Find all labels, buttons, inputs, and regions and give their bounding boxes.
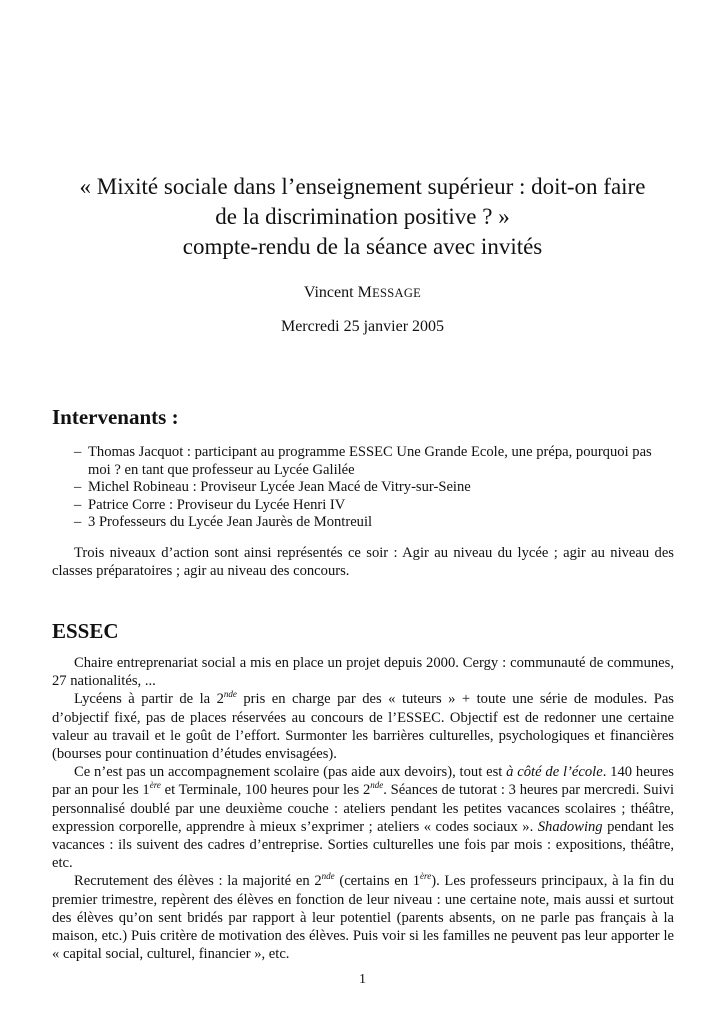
author-first-name: Vincent <box>303 284 354 301</box>
essec-paragraph-4: Recrutement des élèves : la majorité en 2nde (certains en 1ère). Les professeurs principaux, à la fin du premier trimestre, repèrent des élèves en fonction de leur niveau : une certaine note, mais aussi et surtout des élèves qu’on sent bridés par rapport à leur potentiel (parents absents, on ne parle pas français à la maison, etc.) Puis critère de motivation des élèves. Puis voir si les familles ne peuvent pas leur apporter le « capital social, culturel, financier », etc. <box>52 871 674 963</box>
essec-paragraph-1: Chaire entreprenariat social a mis en place un projet depuis 2000. Cergy : communauté de communes, 27 nationalités, ... <box>52 655 674 690</box>
author-last-name: MESSAGE <box>357 284 422 301</box>
document-title <box>40 172 685 262</box>
list-item: – Michel Robineau : Proviseur Lycée Jean Macé de Vitry-sur-Seine <box>52 479 674 497</box>
title-line-1: « Mixité sociale dans l’enseignement supérieur : doit-on faire <box>79 174 646 199</box>
essec-paragraph-3: Ce n’est pas un accompagnement scolaire (pas aide aux devoirs), tout est à côté de l’école. 140 heures par an pour les 1ère et Terminale, 100 heures pour les 2nde. Séances de tutorat : 3 heures par mercredi. Suivi personnalisé doublé par une deuxième couche : ateliers pendant les petites vacances scolaires ; théâtre, expression corporelle, apprendre à mieux s’exprimer ; ateliers « codes sociaux ». Shadowing pendant les vacances : ils suivent des cadres d’entreprise. Sorties culturelles une fois par mois : expositions, théâtre, etc. <box>52 764 675 872</box>
levels-paragraph: Trois niveaux d’action sont ainsi représentés ce soir : Agir au niveau du lycée ; agir au niveau des classes préparatoires ; agir au niveau des concours. <box>52 545 674 579</box>
title-line-2: de la discrimination positive ? » <box>215 204 510 229</box>
page-number: 1 <box>359 972 366 987</box>
title-line-3: compte-rendu de la séance avec invités <box>182 234 543 259</box>
list-item: – 3 Professeurs du Lycée Jean Jaurès de Montreuil <box>52 514 674 532</box>
author <box>0 284 725 302</box>
section-heading-intervenants: Intervenants : <box>52 405 179 429</box>
list-item: – Patrice Corre : Proviseur du Lycée Henri IV <box>52 497 674 515</box>
document-date: Mercredi 25 janvier 2005 <box>280 318 445 335</box>
section-heading-essec: ESSEC <box>52 619 119 643</box>
essec-paragraph-2: Lycéens à partir de la 2nde pris en charge par des « tuteurs » + toute une série de modules. Pas d’objectif fixé, pas de places réservées au concours de l’ESSEC. Objectif est de redonner une certaine valeur au travail et le goût de l’effort. Surmonter les barrières culturelles, psychologiques et financières (bourses pour continuation d’études envisagées). <box>52 689 674 763</box>
list-item: – Thomas Jacquot : participant au programme ESSEC Une Grande Ecole, une prépa, pourquoi pas moi ? en tant que professeur au Lycée Galilée <box>52 444 674 479</box>
essec-section-body <box>52 654 674 963</box>
intervenants-list <box>52 444 674 532</box>
